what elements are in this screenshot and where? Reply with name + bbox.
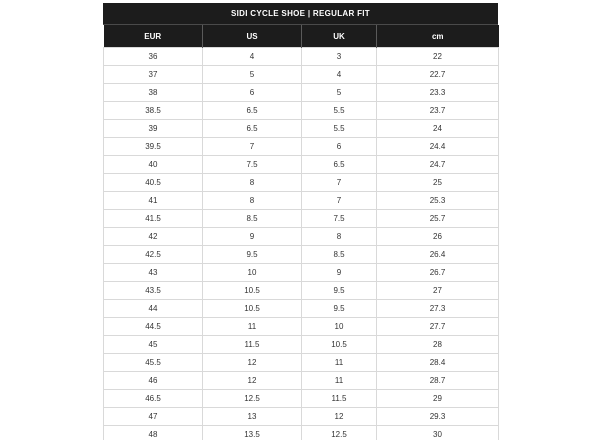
cell-cm: 22.7 bbox=[377, 66, 499, 84]
cell-eur: 41.5 bbox=[104, 210, 203, 228]
cell-eur: 42 bbox=[104, 228, 203, 246]
cell-uk: 6.5 bbox=[302, 156, 377, 174]
table-row bbox=[104, 246, 499, 264]
cell-eur: 46 bbox=[104, 372, 203, 390]
cell-us: 6 bbox=[203, 84, 302, 102]
size-chart-title: SIDI CYCLE SHOE | REGULAR FIT bbox=[103, 3, 498, 25]
cell-eur: 40 bbox=[104, 156, 203, 174]
cell-eur: 42.5 bbox=[104, 246, 203, 264]
table-row bbox=[104, 192, 499, 210]
cell-eur: 48 bbox=[104, 426, 203, 440]
cell-eur: 46.5 bbox=[104, 390, 203, 408]
cell-eur: 44 bbox=[104, 300, 203, 318]
cell-eur: 45 bbox=[104, 336, 203, 354]
cell-cm: 27.7 bbox=[377, 318, 499, 336]
cell-cm: 24.4 bbox=[377, 138, 499, 156]
cell-uk: 9.5 bbox=[302, 282, 377, 300]
cell-us: 11 bbox=[203, 318, 302, 336]
cell-us: 10 bbox=[203, 264, 302, 282]
cell-uk: 9.5 bbox=[302, 300, 377, 318]
cell-uk: 3 bbox=[302, 48, 377, 66]
cell-eur: 38 bbox=[104, 84, 203, 102]
table-row bbox=[104, 138, 499, 156]
table-row bbox=[104, 156, 499, 174]
cell-cm: 22 bbox=[377, 48, 499, 66]
cell-cm: 23.3 bbox=[377, 84, 499, 102]
cell-cm: 26 bbox=[377, 228, 499, 246]
cell-us: 12.5 bbox=[203, 390, 302, 408]
cell-uk: 12.5 bbox=[302, 426, 377, 440]
table-row bbox=[104, 66, 499, 84]
cell-us: 10.5 bbox=[203, 300, 302, 318]
cell-us: 13.5 bbox=[203, 426, 302, 440]
size-table-body bbox=[104, 48, 499, 440]
table-row bbox=[104, 390, 499, 408]
header-row bbox=[104, 25, 499, 48]
table-row bbox=[104, 372, 499, 390]
cell-us: 6.5 bbox=[203, 120, 302, 138]
cell-eur: 38.5 bbox=[104, 102, 203, 120]
column-header-eur: EUR bbox=[104, 25, 203, 48]
cell-eur: 37 bbox=[104, 66, 203, 84]
table-row bbox=[104, 84, 499, 102]
size-chart bbox=[103, 3, 498, 440]
table-row bbox=[104, 102, 499, 120]
cell-cm: 25.7 bbox=[377, 210, 499, 228]
table-row bbox=[104, 210, 499, 228]
cell-uk: 11 bbox=[302, 372, 377, 390]
cell-cm: 29.3 bbox=[377, 408, 499, 426]
cell-uk: 11 bbox=[302, 354, 377, 372]
cell-us: 9.5 bbox=[203, 246, 302, 264]
table-row bbox=[104, 264, 499, 282]
column-header-cm: cm bbox=[377, 25, 499, 48]
table-row bbox=[104, 354, 499, 372]
cell-us: 12 bbox=[203, 354, 302, 372]
cell-us: 12 bbox=[203, 372, 302, 390]
cell-us: 13 bbox=[203, 408, 302, 426]
cell-uk: 7.5 bbox=[302, 210, 377, 228]
cell-uk: 5 bbox=[302, 84, 377, 102]
cell-uk: 7 bbox=[302, 174, 377, 192]
cell-us: 5 bbox=[203, 66, 302, 84]
cell-cm: 28 bbox=[377, 336, 499, 354]
size-table-header bbox=[104, 25, 499, 48]
table-row bbox=[104, 120, 499, 138]
cell-uk: 5.5 bbox=[302, 120, 377, 138]
table-row bbox=[104, 408, 499, 426]
cell-eur: 40.5 bbox=[104, 174, 203, 192]
cell-uk: 9 bbox=[302, 264, 377, 282]
table-row bbox=[104, 318, 499, 336]
cell-cm: 29 bbox=[377, 390, 499, 408]
table-row bbox=[104, 336, 499, 354]
cell-cm: 28.4 bbox=[377, 354, 499, 372]
cell-cm: 24 bbox=[377, 120, 499, 138]
cell-eur: 39 bbox=[104, 120, 203, 138]
cell-cm: 24.7 bbox=[377, 156, 499, 174]
cell-uk: 7 bbox=[302, 192, 377, 210]
cell-uk: 12 bbox=[302, 408, 377, 426]
table-row bbox=[104, 300, 499, 318]
cell-eur: 47 bbox=[104, 408, 203, 426]
table-row bbox=[104, 174, 499, 192]
cell-eur: 44.5 bbox=[104, 318, 203, 336]
cell-us: 8 bbox=[203, 174, 302, 192]
cell-cm: 26.7 bbox=[377, 264, 499, 282]
cell-uk: 4 bbox=[302, 66, 377, 84]
cell-eur: 39.5 bbox=[104, 138, 203, 156]
cell-uk: 5.5 bbox=[302, 102, 377, 120]
cell-cm: 25.3 bbox=[377, 192, 499, 210]
cell-uk: 6 bbox=[302, 138, 377, 156]
cell-us: 7 bbox=[203, 138, 302, 156]
cell-cm: 27.3 bbox=[377, 300, 499, 318]
cell-cm: 23.7 bbox=[377, 102, 499, 120]
column-header-us: US bbox=[203, 25, 302, 48]
cell-eur: 45.5 bbox=[104, 354, 203, 372]
cell-cm: 27 bbox=[377, 282, 499, 300]
cell-cm: 28.7 bbox=[377, 372, 499, 390]
cell-cm: 25 bbox=[377, 174, 499, 192]
cell-eur: 43 bbox=[104, 264, 203, 282]
cell-uk: 11.5 bbox=[302, 390, 377, 408]
cell-eur: 43.5 bbox=[104, 282, 203, 300]
column-header-uk: UK bbox=[302, 25, 377, 48]
cell-us: 10.5 bbox=[203, 282, 302, 300]
cell-us: 6.5 bbox=[203, 102, 302, 120]
cell-us: 4 bbox=[203, 48, 302, 66]
cell-eur: 36 bbox=[104, 48, 203, 66]
table-row bbox=[104, 228, 499, 246]
cell-eur: 41 bbox=[104, 192, 203, 210]
table-row bbox=[104, 282, 499, 300]
cell-uk: 8.5 bbox=[302, 246, 377, 264]
size-table bbox=[103, 25, 499, 440]
cell-us: 8.5 bbox=[203, 210, 302, 228]
cell-us: 7.5 bbox=[203, 156, 302, 174]
table-row bbox=[104, 48, 499, 66]
cell-uk: 8 bbox=[302, 228, 377, 246]
cell-cm: 26.4 bbox=[377, 246, 499, 264]
cell-cm: 30 bbox=[377, 426, 499, 440]
cell-us: 9 bbox=[203, 228, 302, 246]
cell-uk: 10 bbox=[302, 318, 377, 336]
table-row bbox=[104, 426, 499, 440]
cell-us: 11.5 bbox=[203, 336, 302, 354]
cell-us: 8 bbox=[203, 192, 302, 210]
cell-uk: 10.5 bbox=[302, 336, 377, 354]
